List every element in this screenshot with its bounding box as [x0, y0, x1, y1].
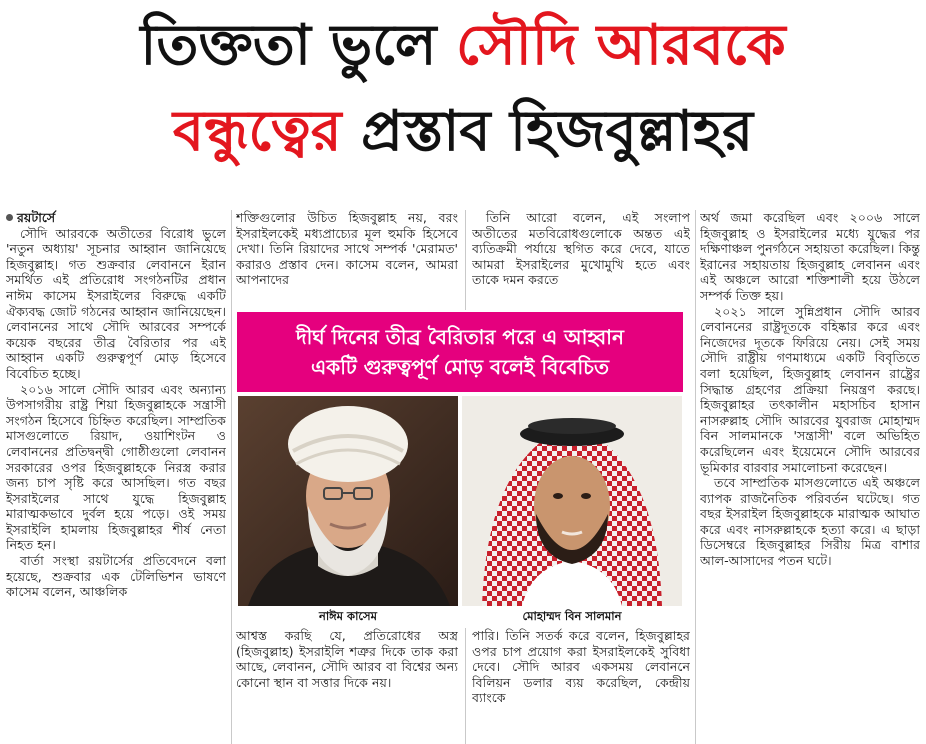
paragraph: পারি। তিনি সতর্ক করে বলেন, হিজবুল্লাহর ওপর চাপ প্রয়োগ করা ইসরাইলকেই সুবিধা দেবে। সৌদি আরব একসময় লেবাননে বিলিয়ন ডলার ব্যয় করেছিল, কেন্দ্রীয় ব্যাংকে: [472, 628, 690, 706]
paragraph: তিনি আরো বলেন, এই সংলাপ অতীতের মতবিরোধগুলোকে অন্তত এই ব্যতিক্রমী পর্যায়ে স্থগিত করে দেবে, যাতে আমরা ইসরাইলের মুখোমুখি হতে এবং তাকে দমন করতে: [472, 210, 690, 288]
photo-caption-right: মোহাম্মদ বিন সালমান: [522, 609, 622, 623]
paragraph: ২০২১ সালে সুন্নিপ্রধান সৌদি আরব লেবাননের রাষ্ট্রদূতকে বহিষ্কার করে এবং নিজেদের দূতকে ফিরিয়ে নেয়। সেই সময় সৌদি রাষ্ট্রীয় গণমাধ্যমে একটি বিবৃতিতে বলা হয়েছিল, হিজবুল্লাহ লেবানন রাষ্ট্রের সিদ্ধান্ত গ্রহণের প্রক্রিয়া নিয়ন্ত্রণ করছে। হিজবুল্লাহর তৎকালীন মহাসচিব হাসান নাসরুল্লাহ সৌদি আরবের যুবরাজ মোহাম্মদ বিন সালমানকে 'সন্ত্রাসী' বলে অভিহিত করেছিলেন এবং ইয়েমেনে সৌদি আরবের ভূমিকার বারবার সমালোচনা করেছেন।: [700, 303, 920, 475]
paragraph: সৌদি আরবকে অতীতের বিরোধ ভুলে 'নতুন অধ্যায়' সূচনার আহ্বান জানিয়েছে হিজবুল্লাহ। গত শুক্রবার লেবাননে ইরান সমর্থিত এই প্রতিরোধ সংগঠনটির প্রধান নাঈম কাসেম ইসরাইলের বিরুদ্ধে একটি ঐক্যবদ্ধ জোট গঠনের আহ্বান জানিয়েছেন। লেবাননের সাথে সৌদি আরবের সম্পর্কে কয়েক বছরের তীব্র বৈরিতার পর এই আহ্বান একটি গুরুত্বপূর্ণ মোড় হিসেবে বিবেচিত হচ্ছে।: [6, 225, 226, 381]
paragraph: অর্থ জমা করেছিল এবং ২০০৬ সালে হিজবুল্লাহ ও ইসরাইলের মধ্যে যুদ্ধের পর দক্ষিণাঞ্চল পুনর্গঠনে সহায়তা করেছিল। কিন্তু ইরানের সহায়তায় হিজবুল্লাহ লেবানন এবং এই অঞ্চলে আরো শক্তিশালী হয়ে উঠলে সম্পর্ক তিক্ত হয়।: [700, 210, 920, 303]
pull-quote-line-2: একটি গুরুত্বপূর্ণ মোড় বলেই বিবেচিত: [311, 355, 609, 379]
article-column-3-top: [472, 210, 690, 310]
paragraph: তবে সাম্প্রতিক মাসগুলোতে এই অঞ্চলে ব্যাপক রাজনৈতিক পরিবর্তন ঘটেছে। গত বছর ইসরাইল হিজবুল্লাহকে মারাত্মক আঘাত করে এবং নাসরুল্লাহকে হত্যা করে। এ ছাড়া ডিসেম্বরে হিজবুল্লাহর সিরীয় মিত্র বাশার আল-আসাদের পতন ঘটে।: [700, 475, 920, 569]
pull-quote: [237, 312, 683, 392]
headline-part-red: বন্ধুত্বের: [172, 99, 362, 164]
headline-part-red: সৌদি আরবকে: [456, 13, 786, 78]
headline-line-1: [0, 13, 926, 78]
paragraph: শক্তিগুলোর উচিত হিজবুল্লাহ নয়, বরং ইসরাইলকেই মধ্যপ্রাচ্যের মূল হুমকি হিসেবে দেখা। তিনি রিয়াদের সাথে সম্পর্ক 'মেরামত' করারও প্রস্তাব দেন। কাসেম বলেন, আমরা আপনাদের: [236, 210, 458, 288]
column-divider: [695, 210, 696, 744]
article-column-3-bottom: [472, 628, 690, 744]
column-divider: [231, 210, 232, 744]
pull-quote-line-1: দীর্ঘ দিনের তীব্র বৈরিতার পরে এ আহ্বান: [296, 325, 624, 349]
naim-qassem-photo: [238, 396, 458, 606]
paragraph: ২০১৬ সালে সৌদি আরব এবং অন্যান্য উপসাগরীয় রাষ্ট্র শিয়া হিজবুল্লাহকে সন্ত্রাসী সংগঠন হিসেবে চিহ্নিত করেছিল। সাম্প্রতিক মাসগুলোতে রিয়াদ, ওয়াশিংটন ও লেবাননের প্রতিদ্বন্দ্বী গোষ্ঠীগুলো লেবানন সরকারের ওপর হিজবুল্লাহকে নিরস্ত্র করার জন্য চাপ সৃষ্টি করে আসছিল। গত বছর ইসরাইলের সাথে যুদ্ধে হিজবুল্লাহ মারাত্মকভাবে দুর্বল হয়ে পড়ে। ওই সময় ইসরাইলি হামলায় হিজবুল্লাহর শীর্ষ নেতা নিহত হন।: [6, 381, 226, 553]
portrait-illustration: [238, 396, 458, 606]
paragraph: আশ্বস্ত করছি যে, প্রতিরোধের অস্ত্র (হিজবুল্লাহ) ইসরাইলি শত্রুর দিকে তাক করা আছে, লেবানন, সৌদি আরব বা বিশ্বের অন্য কোনো স্থান বা সত্তার দিকে নয়।: [236, 628, 458, 690]
column-divider: [465, 210, 466, 310]
mohammed-bin-salman-photo: [462, 396, 682, 606]
headline-line-2: [0, 99, 926, 164]
bullet-icon: [6, 214, 13, 221]
article-column-1: [6, 210, 226, 744]
column-divider: [465, 628, 466, 744]
portrait-illustration: [462, 396, 682, 606]
paragraph: বার্তা সংস্থা রয়টার্সের প্রতিবেদনে বলা হয়েছে, শুক্রবার এক টেলিভিশন ভাষণে কাসেম বলেন, আঞ্চলিক: [6, 553, 226, 600]
photo-caption-left: নাঈম কাসেম: [318, 609, 378, 623]
article-column-2-top: [236, 210, 458, 310]
headline-part-black: তিক্ততা ভুলে: [140, 13, 456, 78]
article-column-4: [700, 210, 920, 744]
article-column-2-bottom: [236, 628, 458, 744]
article-source: রয়টার্সে: [6, 210, 226, 226]
headline-part-black: প্রস্তাব হিজবুল্লাহর: [361, 99, 754, 164]
